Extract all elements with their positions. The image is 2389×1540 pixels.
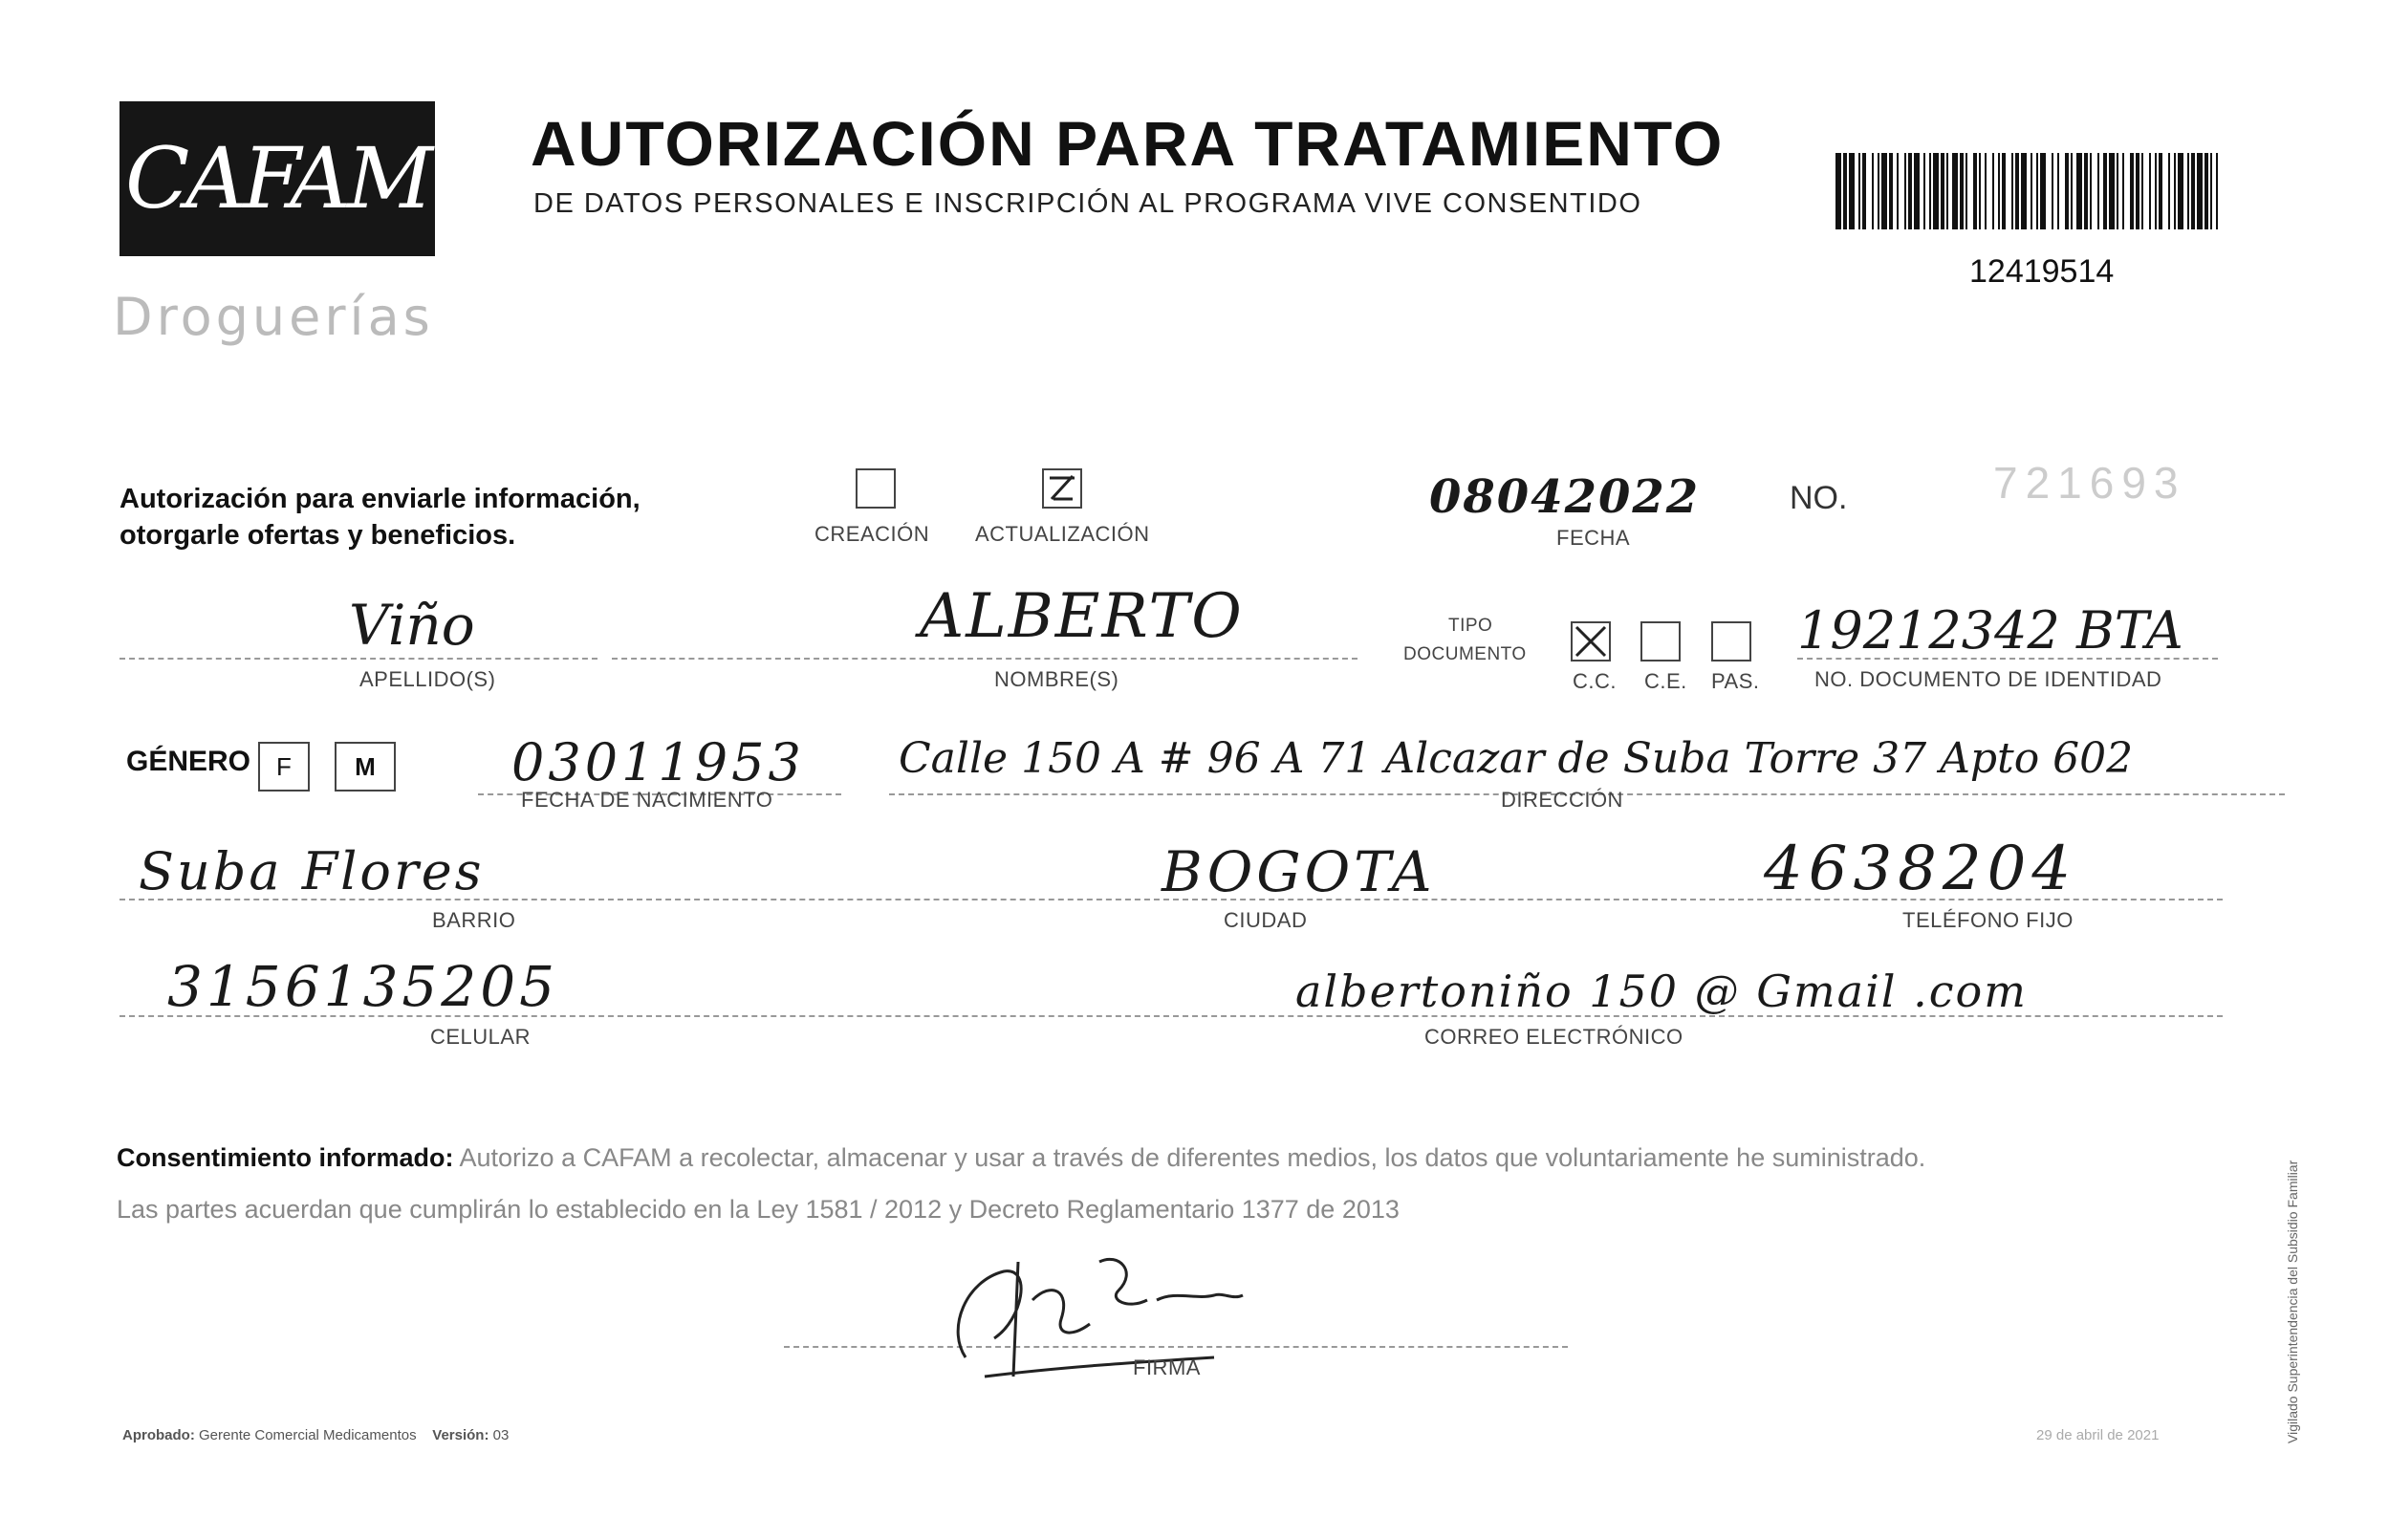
- barcode-bar: [1872, 153, 1874, 229]
- genero-label: GÉNERO: [126, 746, 251, 777]
- cc-label: C.C.: [1573, 669, 1617, 693]
- no-label: NO.: [1790, 480, 1848, 516]
- form-title: AUTORIZACIÓN PARA TRATAMIENTO: [531, 108, 1725, 179]
- creacion-label: CREACIÓN: [814, 522, 930, 546]
- barcode-bar: [1929, 153, 1931, 229]
- pas-checkbox[interactable]: [1711, 621, 1751, 662]
- barcode-bar: [1889, 153, 1893, 229]
- documento-label: DOCUMENTO: [1403, 644, 1527, 664]
- barcode-bar: [2136, 153, 2139, 229]
- barcode-bar: [2076, 153, 2082, 229]
- signature-label: FIRMA: [1133, 1356, 1201, 1379]
- x-mark-icon: [1573, 623, 1609, 660]
- version-label: Versión:: [432, 1427, 489, 1443]
- barcode-bar: [2103, 153, 2107, 229]
- ce-label: C.E.: [1644, 669, 1687, 693]
- barcode-bar: [2015, 153, 2019, 229]
- direccion-value[interactable]: Calle 150 A # 96 A 71 Alcazar de Suba Torre 37 Apto 602: [899, 734, 2134, 783]
- logo-subtext: Droguerías: [113, 287, 434, 347]
- fecha-value[interactable]: 08042022: [1429, 470, 1701, 524]
- actualizacion-label: ACTUALIZACIÓN: [975, 522, 1150, 546]
- barcode-bar: [1858, 153, 1860, 229]
- pas-label: PAS.: [1711, 669, 1760, 693]
- barcode-bar: [2130, 153, 2134, 229]
- barcode-bar: [2065, 153, 2069, 229]
- barcode-bar: [2090, 153, 2092, 229]
- barcode-bar: [2191, 153, 2195, 229]
- barcode-bar: [2097, 153, 2099, 229]
- documento-number-label: NO. DOCUMENTO DE IDENTIDAD: [1814, 667, 2162, 691]
- aprobado-label: Aprobado:: [122, 1427, 195, 1443]
- barcode-bar: [1946, 153, 1948, 229]
- footer-date: 29 de abril de 2021: [2036, 1427, 2160, 1443]
- nacimiento-label: FECHA DE NACIMIENTO: [521, 788, 773, 812]
- barcode-number: 12419514: [1969, 253, 2115, 290]
- barcode-bar: [2071, 153, 2073, 229]
- barcode-bar: [1933, 153, 1939, 229]
- barcode-bar: [1952, 153, 1958, 229]
- creacion-checkbox[interactable]: [856, 468, 896, 509]
- check-mark-icon: [1044, 470, 1080, 507]
- authorization-line-2: otorgarle ofertas y beneficios.: [119, 520, 516, 551]
- nombre-label: NOMBRE(S): [994, 667, 1119, 691]
- barcode-bar: [2122, 153, 2124, 229]
- tipo-label: TIPO: [1448, 616, 1493, 636]
- version-value: 03: [492, 1427, 510, 1443]
- barcode-bar: [1973, 153, 1977, 229]
- barcode-bar: [2174, 153, 2176, 229]
- celular-label: CELULAR: [430, 1025, 531, 1049]
- barcode-bar: [2084, 153, 2088, 229]
- authorization-text: [119, 481, 641, 553]
- barcode-bar: [2216, 153, 2218, 229]
- footer-approval: [122, 1427, 509, 1443]
- barcode-bar: [2109, 153, 2115, 229]
- barcode-bar: [1835, 153, 1841, 229]
- barcode-bar: [1849, 153, 1855, 229]
- ciudad-label: CIUDAD: [1224, 908, 1308, 932]
- apellido-line: [119, 658, 597, 660]
- consent-heading: Consentimiento informado:: [117, 1143, 454, 1172]
- barcode-bar: [1843, 153, 1847, 229]
- consent-block: [117, 1132, 2229, 1235]
- barcode-bar: [2052, 153, 2053, 229]
- barcode-bar: [2159, 153, 2162, 229]
- barcode-bar: [1960, 153, 1964, 229]
- barrio-value[interactable]: Suba Flores: [139, 841, 485, 901]
- consent-body-1: Autorizo a CAFAM a recolectar, almacenar y usar a través de diferentes medios, los datos que voluntariamente he suministrado.: [459, 1143, 1926, 1172]
- barcode-bar: [1979, 153, 1981, 229]
- nacimiento-value[interactable]: 03011953: [511, 732, 805, 792]
- consent-body-2: Las partes acuerdan que cumplirán lo establecido en la Ley 1581 / 2012 y Decreto Reglamentario 1377 de 2013: [117, 1195, 1400, 1224]
- barcode-bar: [2036, 153, 2038, 229]
- form-number: 721693: [1993, 458, 2186, 508]
- documento-value[interactable]: 19212342 BTA: [1797, 600, 2183, 661]
- barcode-bar: [2204, 153, 2208, 229]
- barcode-bar: [2057, 153, 2059, 229]
- logo-text: CAFAM: [125, 129, 429, 228]
- barcode-bar: [2021, 153, 2027, 229]
- barcode-bar: [2187, 153, 2189, 229]
- barcode-bar: [2141, 153, 2143, 229]
- barcode-bar: [2197, 153, 2203, 229]
- barcode-bar: [1985, 153, 1987, 229]
- barcode-bar: [1904, 153, 1906, 229]
- barcode-bar: [2155, 153, 2157, 229]
- direccion-label: DIRECCIÓN: [1501, 788, 1623, 812]
- correo-label: CORREO ELECTRÓNICO: [1424, 1025, 1683, 1049]
- nombre-line: [612, 658, 1357, 660]
- barcode-bar: [1923, 153, 1925, 229]
- barcode-bar: [1897, 153, 1899, 229]
- handwritten-signature: [927, 1243, 1310, 1386]
- barcode-bar: [1908, 153, 1912, 229]
- barcode-bar: [1878, 153, 1879, 229]
- barcode-bar: [1914, 153, 1920, 229]
- barcode-bar: [1965, 153, 1967, 229]
- barcode-bar: [1941, 153, 1944, 229]
- barcode: [1835, 153, 2218, 229]
- cafam-logo: [119, 101, 435, 256]
- telefono-value[interactable]: 4638204: [1764, 834, 2077, 904]
- form-subtitle: DE DATOS PERSONALES E INSCRIPCIÓN AL PROGRAMA VIVE CONSENTIDO: [533, 188, 1642, 219]
- celular-value[interactable]: 3156135205: [167, 954, 559, 1019]
- telefono-label: TELÉFONO FIJO: [1902, 908, 2074, 932]
- cc-checkbox[interactable]: [1571, 621, 1611, 662]
- barcode-bar: [2149, 153, 2151, 229]
- barcode-bar: [2168, 153, 2170, 229]
- barcode-bar: [2031, 153, 2032, 229]
- aprobado-value: Gerente Comercial Medicamentos: [199, 1427, 417, 1443]
- barcode-bar: [2040, 153, 2046, 229]
- barrio-label: BARRIO: [432, 908, 516, 932]
- barcode-bar: [1881, 153, 1887, 229]
- apellido-value[interactable]: Viño: [349, 593, 475, 658]
- barcode-bar: [2210, 153, 2212, 229]
- barcode-bar: [2002, 153, 2006, 229]
- barcode-bar: [2117, 153, 2118, 229]
- barcode-bar: [2011, 153, 2013, 229]
- barcode-bar: [1862, 153, 1866, 229]
- genero-f-box[interactable]: F: [258, 742, 310, 792]
- actualizacion-checkbox[interactable]: [1042, 468, 1082, 509]
- genero-m-box[interactable]: M: [335, 742, 396, 792]
- vertical-vigilado-text: Vigilado Superintendencia del Subsidio Familiar: [2285, 1160, 2300, 1443]
- ciudad-value[interactable]: BOGOTA: [1162, 839, 1436, 904]
- barcode-bar: [1992, 153, 1994, 229]
- barcode-bar: [2178, 153, 2183, 229]
- fecha-label: FECHA: [1556, 526, 1631, 550]
- authorization-line-1: Autorización para enviarle información,: [119, 484, 641, 514]
- ce-checkbox[interactable]: [1640, 621, 1681, 662]
- barcode-bar: [1998, 153, 2000, 229]
- nombre-value[interactable]: ALBERTO: [920, 581, 1244, 652]
- apellido-label: APELLIDO(S): [359, 667, 496, 691]
- correo-value[interactable]: albertoniño 150 @ Gmail .com: [1295, 965, 2028, 1017]
